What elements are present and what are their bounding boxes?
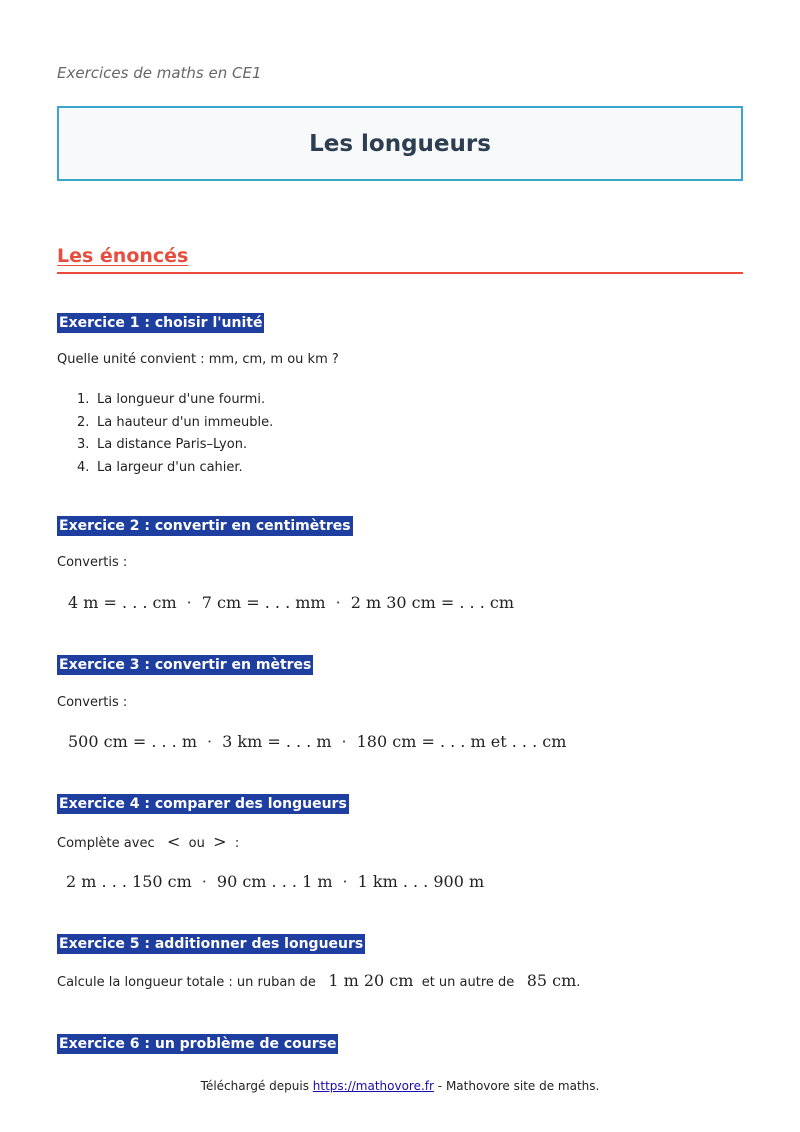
exercise-1-question: Quelle unité convient : mm, cm, m ou km ? bbox=[57, 352, 339, 367]
less-than-symbol: < bbox=[167, 832, 181, 851]
separator: · bbox=[335, 593, 341, 612]
math-expression: 2 m 30 cm = . . . cm bbox=[350, 593, 515, 612]
exercise-1-list bbox=[77, 389, 273, 479]
math-expression: 180 cm = . . . m et . . . cm bbox=[356, 732, 567, 751]
exercise-3-instruction: Convertis : bbox=[57, 695, 128, 710]
exercise-3-expressions bbox=[68, 732, 566, 751]
exercise-5-title: Exercice 5 : additionner des longueurs bbox=[59, 936, 364, 952]
exercise-5-text: Calcule la longueur totale : un ruban de 1 m 20 cm et un autre de 85 cm. bbox=[57, 971, 581, 990]
math-expression: 90 cm . . . 1 m bbox=[216, 872, 333, 891]
greater-than-symbol: > bbox=[213, 832, 227, 851]
exercise-2-expressions bbox=[68, 593, 514, 612]
exercise-4-instruction: Complète avec < ou > : bbox=[57, 832, 240, 851]
list-item: 3. La distance Paris–Lyon. bbox=[77, 437, 248, 452]
section-title: Les énoncés bbox=[57, 245, 743, 274]
separator: · bbox=[201, 872, 207, 891]
math-expression: 7 cm = . . . mm bbox=[201, 593, 326, 612]
footer-link[interactable]: https://mathovore.fr bbox=[312, 1079, 434, 1093]
header-note: Exercices de maths en CE1 bbox=[57, 64, 262, 82]
footer: Téléchargé depuis https://mathovore.fr - Mathovore site de maths. bbox=[200, 1079, 600, 1093]
list-item: 4. La largeur d'un cahier. bbox=[77, 459, 243, 475]
list-item: 1. La longueur d'une fourmi. bbox=[77, 392, 266, 407]
exercise-6-title: Exercice 6 : un problème de course bbox=[59, 1036, 337, 1052]
exercise-1-title: Exercice 1 : choisir l'unité bbox=[59, 315, 263, 331]
separator: · bbox=[342, 872, 348, 891]
page-title: Les longueurs bbox=[309, 130, 491, 157]
math-expression: 1 km . . . 900 m bbox=[357, 872, 485, 891]
math-expression: 1 m 20 cm bbox=[328, 971, 414, 990]
separator: · bbox=[207, 732, 213, 751]
math-expression: 4 m = . . . cm bbox=[68, 593, 177, 612]
exercise-2-title: Exercice 2 : convertir en centimètres bbox=[59, 518, 351, 534]
exercise-2-instruction: Convertis : bbox=[57, 555, 128, 570]
exercise-4-title: Exercice 4 : comparer des longueurs bbox=[59, 796, 347, 812]
title-box bbox=[57, 106, 743, 181]
math-expression: 500 cm = . . . m bbox=[68, 732, 198, 751]
list-item: 2. La hauteur d'un immeuble. bbox=[77, 414, 274, 430]
math-expression: 2 m . . . 150 cm bbox=[66, 872, 192, 891]
separator: · bbox=[341, 732, 347, 751]
math-expression: 3 km = . . . m bbox=[222, 732, 332, 751]
exercise-4-expressions bbox=[66, 872, 484, 891]
exercise-3-title: Exercice 3 : convertir en mètres bbox=[59, 657, 312, 673]
separator: · bbox=[186, 593, 192, 612]
math-expression: 85 cm bbox=[526, 971, 577, 990]
